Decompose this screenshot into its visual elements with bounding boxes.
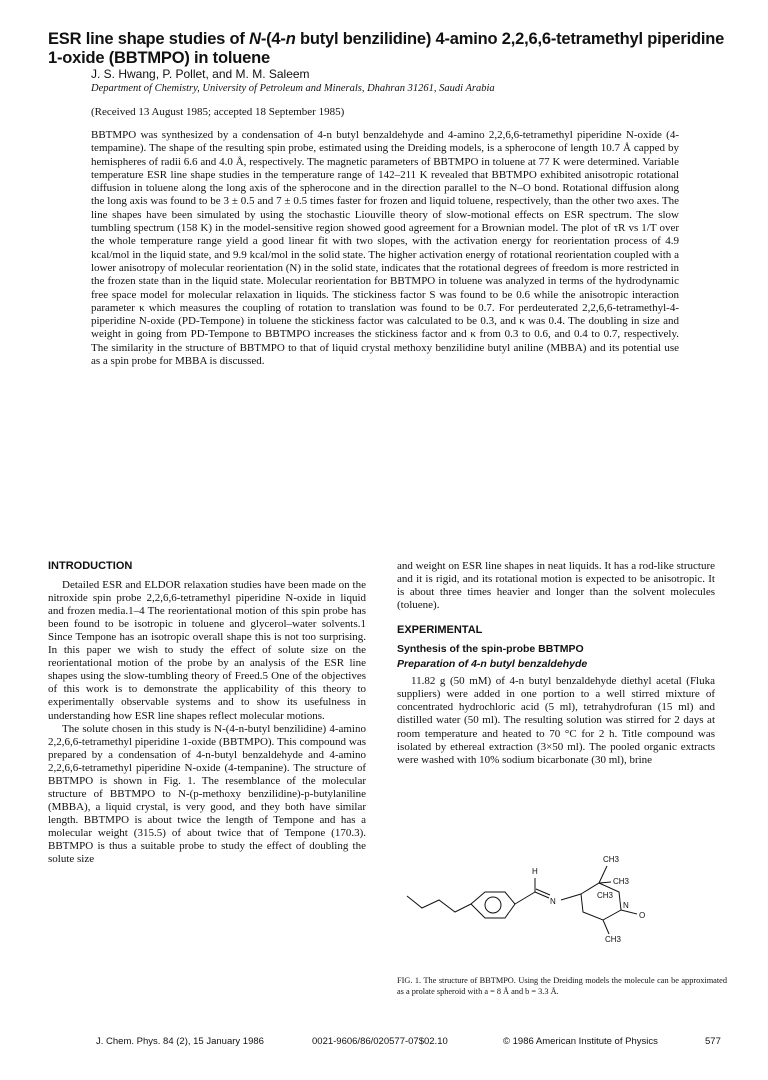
subsubsection-heading-preparation: Preparation of 4-n butyl benzaldehyde xyxy=(397,658,588,671)
label-h: H xyxy=(532,867,538,876)
ring-to-imine-bond xyxy=(515,892,535,904)
n-o-bond xyxy=(621,910,637,914)
imine-double-bond-b xyxy=(536,889,550,895)
section-heading-introduction: INTRODUCTION xyxy=(48,560,133,572)
experimental-paragraph-1: 11.82 g (50 mM) of 4-n butyl benzaldehyde diethyl acetal (Fluka suppliers) were added in one portion to a well stirred mixture of concentrated hydrochloric acid (5 ml), tetrahydrofuran (15 ml) and distilled water (50 ml). The resulting solution was stirred for 2 days at room temperature and heated to 70 °C for 2 h. Title compound was isolated by ethereal extraction (3×50 ml). The pooled organic extracts were washed with 10% sodium bicarbonate (30 ml), brine xyxy=(397,675,715,766)
label-n-imine: N xyxy=(550,897,556,906)
piperidine-ring xyxy=(581,883,621,920)
section-heading-experimental: EXPERIMENTAL xyxy=(397,624,483,637)
figure-1-structure xyxy=(397,828,727,978)
butyl-chain xyxy=(407,896,471,912)
imine-double-bond-a xyxy=(535,892,549,898)
methyl-bond-3 xyxy=(603,920,609,934)
article-title: ESR line shape studies of N-(4-n butyl benzilidine) 4-amino 2,2,6,6-tetramethyl piperidine 1-oxide (BBTMPO) in toluene xyxy=(48,30,725,67)
footer-journal: J. Chem. Phys. 84 (2), 15 January 1986 xyxy=(96,1036,264,1047)
label-ch3-4: CH3 xyxy=(605,935,622,944)
footer-code: 0021-9606/86/020577-07$02.10 xyxy=(312,1036,448,1047)
right-column xyxy=(397,560,715,767)
left-column xyxy=(48,560,366,866)
subsection-heading-synthesis: Synthesis of the spin-probe BBTMPO xyxy=(397,643,584,656)
intro-paragraph-3: and weight on ESR line shapes in neat liquids. It has a rod-like structure and it is rigid, and its rotational motion is expected to be anisotropic. It is about three times heavier and longer than the solvent molecules (toluene). xyxy=(397,560,715,612)
atom-labels xyxy=(532,855,645,944)
intro-paragraph-2: The solute chosen in this study is N-(4-n-butyl benzilidine) 4-amino 2,2,6,6-tetramethyl piperidine 1-oxide (BBTMPO). This compound was prepared by a condensation of 4-n-butyl benzaldehyde and 4-amino 2,2,6,6-tetramethyl piperidine N-oxide (4-tempanine). The structure of BBTMPO is shown in Fig. 1. The resemblance of the molecular structure of BBTMPO to N-(p-methoxy benzilidine)-p-butylaniline (MBBA), a liquid crystal, is very good, and they both have similar length. BBTMPO is about twice the length of Tempone and has a molecular weight (315.5) of about twice that of Tempone (170.3). BBTMPO is thus a suitable probe to study the effect of doubling the solute size xyxy=(48,722,366,866)
methyl-bond-2 xyxy=(599,882,611,883)
figure-1-caption: FIG. 1. The structure of BBTMPO. Using the Dreiding models the molecule can be approximated as a prolate spheroid with a = 8 Å and b = 3.3 Å. xyxy=(397,976,727,996)
page-number: 577 xyxy=(705,1036,721,1047)
molecule-skeleton xyxy=(407,866,637,934)
label-ch3-3: CH3 xyxy=(597,891,614,900)
authors: J. S. Hwang, P. Pollet, and M. M. Saleem xyxy=(91,67,310,81)
label-o: O xyxy=(639,911,646,920)
label-n-ring: N xyxy=(623,901,629,910)
intro-paragraph-1: Detailed ESR and ELDOR relaxation studies have been made on the nitroxide spin probe 2,2,6,6-tetramethyl piperidine N-oxide in liquid and frozen media.1–4 The reorientational motion of this spin probe has been found to be isotropic in toluene and glycerol–water solvents.1 Since Tempone has an isotropic overall shape this is not too surprising. In this paper we wish to study the effect of solute size on the reorientational motion of the probe by an analysis of the ESR line shapes using the slow-tumbling theory of Freed.5 One of the objectives of this work is to demonstrate the applicability of this theory to experimentally observable systems and to show its usefulness in understanding how ESR line shapes reflect molecular motions. xyxy=(48,579,366,722)
footer-copyright: © 1986 American Institute of Physics xyxy=(503,1036,658,1047)
aromatic-circle xyxy=(485,897,501,913)
benzene-ring xyxy=(471,892,515,918)
methyl-bond-1 xyxy=(599,866,607,883)
n-to-ring-bond xyxy=(561,894,581,900)
abstract: BBTMPO was synthesized by a condensation of 4-n butyl benzaldehyde and 4-amino 2,2,6,6-tetramethyl piperidine N-oxide (4-tempamine). The shape of the resulting spin probe, estimated using the Dreiding models, is a spherocone of length 10.7 Å capped by hemispheres of radii 6.6 and 4.0 Å, respectively. The magnetic parameters of BBTMPO in toluene at 77 K were determined. Variable temperature ESR line shape studies in the temperature range of 142–211 K revealed that BBTMPO exhibited anisotropic rotational diffusion in toluene along the long axis of the spherocone and in the direction parallel to the N–O bond. Rotational diffusion along the long axis was found to be 3 ± 0.5 and 7 ± 0.5 times faster for frozen and liquid toluene, respectively, than the other two axes. The line shapes have been simulated by using the stochastic Liouville theory of slow-motional effects on ESR spectrum. The slow tumbling spectrum (158 K) in the model-sensitive region showed good agreement for a Brownian model. The plot of τR vs 1/T over the whole temperature range yield a good linear fit with two slopes, with the activation energy for reorientation process of 4.9 kcal/mol in the liquid state, and 9.9 kcal/mol in the solid state. The higher activation energy of rotational reorientation coupled with a lower anisotropy of molecular reorientation (N) in the solid state, indicates that the rotational degrees of freedom is more restricted in the frozen state than in the liquid state. Molecular reorientation for BBTMPO in toluene was analyzed in terms of the hydrodynamic free space model for molecular relaxation in liquids. The stickiness factor S was found to be 0.6 while the anisotropic interaction parameter κ which measures the coupling of rotation to translation was found to be 0.7. For perdeuterated 2,2,6,6-tetramethyl-4-piperidine N-oxide (PD-Tempone) in toluene the stickiness factor was calculated to be 0.3, and κ was 0.4. The doubling in size and weight in going from PD-Tempone to BBTMPO increases the stickiness factor and κ from 0.3 to 0.6, and 0.4 to 0.7, respectively. The similarity in the structure of BBTMPO to that of liquid crystal methoxy benzilidine butyl aniline (MBBA) and its potential use as a spin probe for MBBA is discussed. xyxy=(91,129,679,368)
affiliation: Department of Chemistry, University of Petroleum and Minerals, Dhahran 31261, Saudi Arabia xyxy=(91,83,495,94)
label-ch3-1: CH3 xyxy=(603,855,620,864)
label-ch3-2: CH3 xyxy=(613,877,630,886)
received-date: (Received 13 August 1985; accepted 18 September 1985) xyxy=(91,106,345,118)
